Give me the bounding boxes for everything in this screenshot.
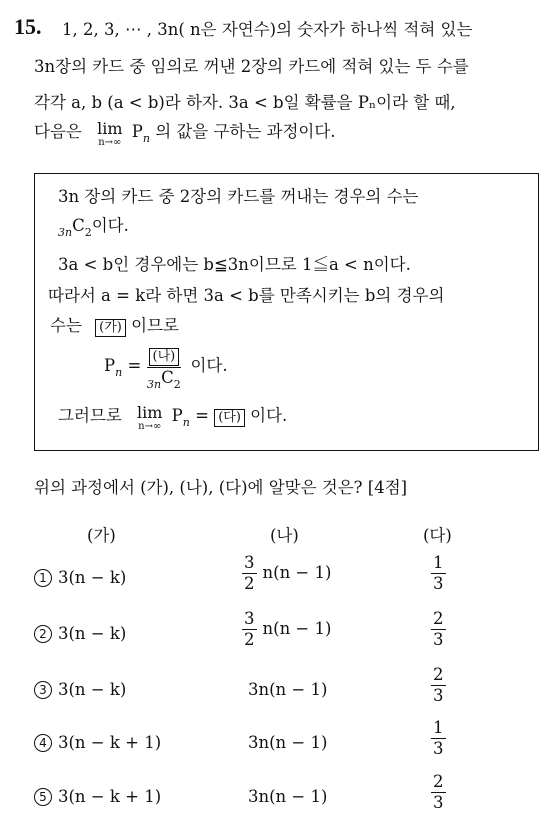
choice-da [431,554,446,593]
choice-da-denominator: 3 [433,574,444,593]
box-line-4: 따라서 a = k라 하면 3a < b를 만족시키는 b의 경우의 [48,286,445,305]
choice-number-circle: 3 [34,681,52,699]
box-line-6 [104,346,228,389]
choice-na-tail: n(n − 1) [262,619,332,638]
prob-subscript-3: n [182,416,190,429]
limit-expression [97,119,123,150]
choice-na-denominator: 2 [244,574,255,593]
den-pre-subscript: 3n [147,378,162,391]
blank-na-box: (나) [149,348,180,366]
box-line-2-post: 이다. [91,216,129,235]
choice-ga [34,680,126,699]
choice-da [431,610,446,649]
choice-ga-text: 3(n − k) [58,568,127,587]
den-combination-symbol: C [161,368,174,387]
choice-na-text: 3n(n − 1) [248,733,328,752]
box-line-6-post: 이다. [190,356,228,375]
choice-da-fraction [431,610,446,649]
choice-ga [34,787,161,806]
choice-ga-text: 3(n − k + 1) [58,733,162,752]
box-line-3: 3a < b인 경우에는 b≦3n이므로 1≦a < n이다. [58,255,411,274]
choice-ga-text: 3(n − k + 1) [58,787,162,806]
choice-na-text: 3n(n − 1) [248,680,328,699]
combination-post-subscript: 2 [84,226,92,239]
choice-da [431,666,446,705]
header-da: (다) [423,526,452,545]
choice-na [248,787,327,806]
box-line-7-pre: 그러므로 [58,406,122,425]
choice-da-numerator: 1 [433,553,444,572]
question-prompt: 위의 과정에서 (가), (나), (다)에 알맞은 것은? [4점] [34,478,408,497]
choice-na [248,733,327,752]
choice-na [248,680,327,699]
question-line-3: 각각 a, b (a < b)라 하자. 3a < b일 확률을 Pₙ이라 할 때, [34,93,456,112]
choice-da-numerator: 2 [433,772,444,791]
box-line-1: 3n 장의 카드 중 2장의 카드를 꺼내는 경우의 수는 [58,187,419,206]
choice-da-fraction [431,773,446,812]
choice-number-circle: 1 [34,569,52,587]
choice-ga-text: 3(n − k) [58,680,127,699]
question-line-1: 1, 2, 3, ⋯ , 3n( n은 자연수)의 숫자가 하나씩 적혀 있는 [62,20,473,39]
choice-da-denominator: 3 [433,686,444,705]
choice-ga [34,568,126,587]
equals-sign: = [122,356,147,375]
question-line-4-pre: 다음은 [34,122,82,141]
choice-na-text: 3n(n − 1) [248,787,328,806]
lim-subscript: n→∞ [98,137,122,148]
choice-na-numerator: 3 [244,553,255,572]
box-line-5-post: 이므로 [131,316,179,335]
blank-ga-box: (가) [95,319,126,337]
choice-number-circle: 5 [34,788,52,806]
question-number: 15. [14,14,42,39]
question-line-4 [34,119,336,150]
choice-na-fraction [242,610,257,649]
box-line-5 [50,316,179,337]
choice-ga [34,624,126,643]
choice-na-tail: n(n − 1) [262,563,332,582]
blank-da-box: (다) [214,409,245,427]
combination-symbol: C [72,216,85,235]
choice-da-fraction [431,666,446,705]
choice-ga [34,733,161,752]
probability-fraction [147,346,182,389]
choice-number-circle: 4 [34,734,52,752]
question-line-4-post: 의 값을 구하는 과정이다. [155,122,336,141]
prob-symbol: P [131,122,143,141]
prob-symbol-2: P [104,356,116,375]
box-line-7 [58,403,288,434]
prob-subscript-2: n [115,366,123,379]
den-post-subscript: 2 [173,378,181,391]
lim-word: lim [97,119,123,138]
box-line-5-pre: 수는 [50,316,82,335]
choice-da-fraction [431,554,446,593]
box-line-2 [58,216,129,238]
choice-na-denominator: 2 [244,630,255,649]
lim-word-2: lim [137,403,163,422]
choice-da [431,719,446,758]
prob-symbol-3: P [171,406,183,425]
choice-da-denominator: 3 [433,793,444,812]
choice-na [242,610,331,649]
equals-sign-2: = [189,406,215,425]
choice-da-denominator: 3 [433,630,444,649]
question-line-2: 3n장의 카드 중 임의로 꺼낸 2장의 카드에 적혀 있는 두 수를 [34,57,469,76]
choice-da [431,773,446,812]
limit-expression-2 [137,403,163,434]
header-na: (나) [270,526,299,545]
choice-na-numerator: 3 [244,609,255,628]
choice-da-denominator: 3 [433,739,444,758]
header-ga: (가) [87,526,116,545]
combination-pre-subscript: 3n [58,226,73,239]
lim-subscript-2: n→∞ [138,421,162,432]
choice-da-fraction [431,719,446,758]
choice-da-numerator: 2 [433,609,444,628]
choice-ga-text: 3(n − k) [58,624,127,643]
choice-da-numerator: 1 [433,718,444,737]
choice-na [242,554,331,593]
choice-da-numerator: 2 [433,665,444,684]
box-line-7-post: 이다. [250,406,288,425]
prob-subscript: n [142,132,150,145]
choice-number-circle: 2 [34,625,52,643]
choice-na-fraction [242,554,257,593]
